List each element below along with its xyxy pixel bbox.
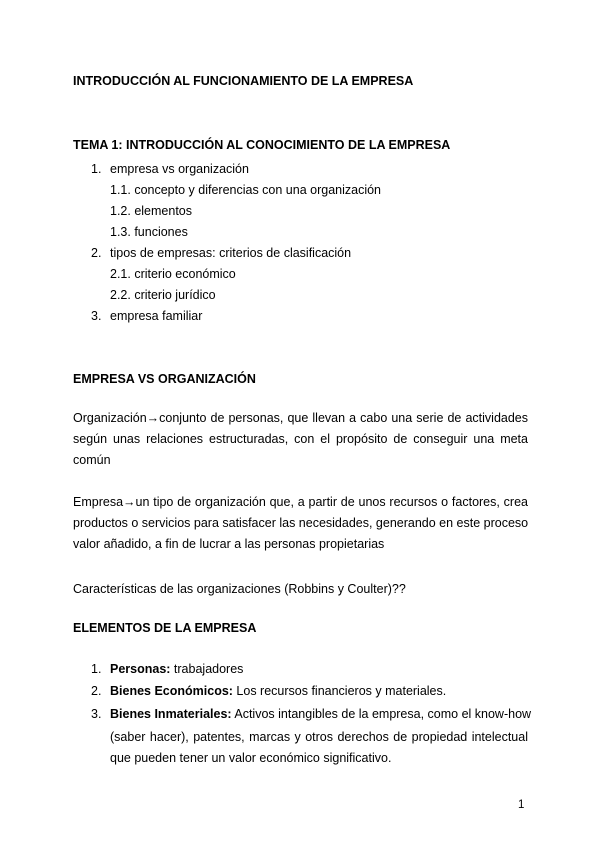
outline-subitem: 1.3. funciones <box>110 225 188 239</box>
outline-item: empresa familiar <box>110 309 203 323</box>
empresa-definition <box>73 492 528 555</box>
outline-subitem: 2.2. criterio jurídico <box>110 288 216 302</box>
paragraph-line: productos o servicios para satisfacer las necesidades, generando en este proceso <box>73 516 529 530</box>
caracteristicas-note: Características de las organizaciones (Robbins y Coulter)?? <box>73 582 406 596</box>
item-text: Activos intangibles de la empresa, como el know-how <box>231 707 532 721</box>
list-item <box>110 683 446 699</box>
paragraph-line: común <box>73 453 111 467</box>
empresa-vs-organizacion-heading: EMPRESA VS ORGANIZACIÓN <box>73 372 256 386</box>
outline-subitem: 1.1. concepto y diferencias con una organización <box>110 183 382 197</box>
item-label: Personas: <box>110 662 171 676</box>
page-number: 1 <box>518 799 525 811</box>
tema1-heading: TEMA 1: INTRODUCCIÓN AL CONOCIMIENTO DE LA EMPRESA <box>73 138 451 152</box>
outline-number: 2. <box>91 246 102 260</box>
elementos-heading: ELEMENTOS DE LA EMPRESA <box>73 621 257 635</box>
item-text: Los recursos financieros y materiales. <box>232 684 447 698</box>
outline-subitem: 1.2. elementos <box>110 204 192 218</box>
outline-subitem: 2.1. criterio económico <box>110 267 236 281</box>
list-item <box>110 661 243 677</box>
outline-number: 1. <box>91 162 102 176</box>
item-text: trabajadores <box>170 662 244 676</box>
list-item <box>110 706 532 769</box>
outline-item: tipos de empresas: criterios de clasificación <box>110 246 352 260</box>
outline-item: empresa vs organización <box>110 162 249 176</box>
paragraph-line: según unas relaciones estructuradas, con el propósito de conseguir una meta <box>73 432 528 446</box>
list-number: 2. <box>91 684 102 698</box>
list-number: 1. <box>91 662 102 676</box>
paragraph-line: Empresa→un tipo de organización que, a partir de unos recursos o factores, crea <box>73 495 528 509</box>
outline-number: 3. <box>91 309 102 323</box>
item-label: Bienes Inmateriales: <box>110 707 232 721</box>
list-number: 3. <box>91 707 102 721</box>
paragraph-line: (saber hacer), patentes, marcas y otros derechos de propiedad intelectual <box>110 730 528 744</box>
item-label: Bienes Económicos: <box>110 684 233 698</box>
paragraph-line: Organización→conjunto de personas, que llevan a cabo una serie de actividades <box>73 411 528 425</box>
document-title: INTRODUCCIÓN AL FUNCIONAMIENTO DE LA EMPRESA <box>73 74 414 88</box>
paragraph-line: que pueden tener un valor económico significativo. <box>110 751 392 765</box>
paragraph-line <box>110 706 532 722</box>
organizacion-definition <box>73 408 528 471</box>
paragraph-line: valor añadido, a fin de lucrar a las personas propietarias <box>73 537 385 551</box>
